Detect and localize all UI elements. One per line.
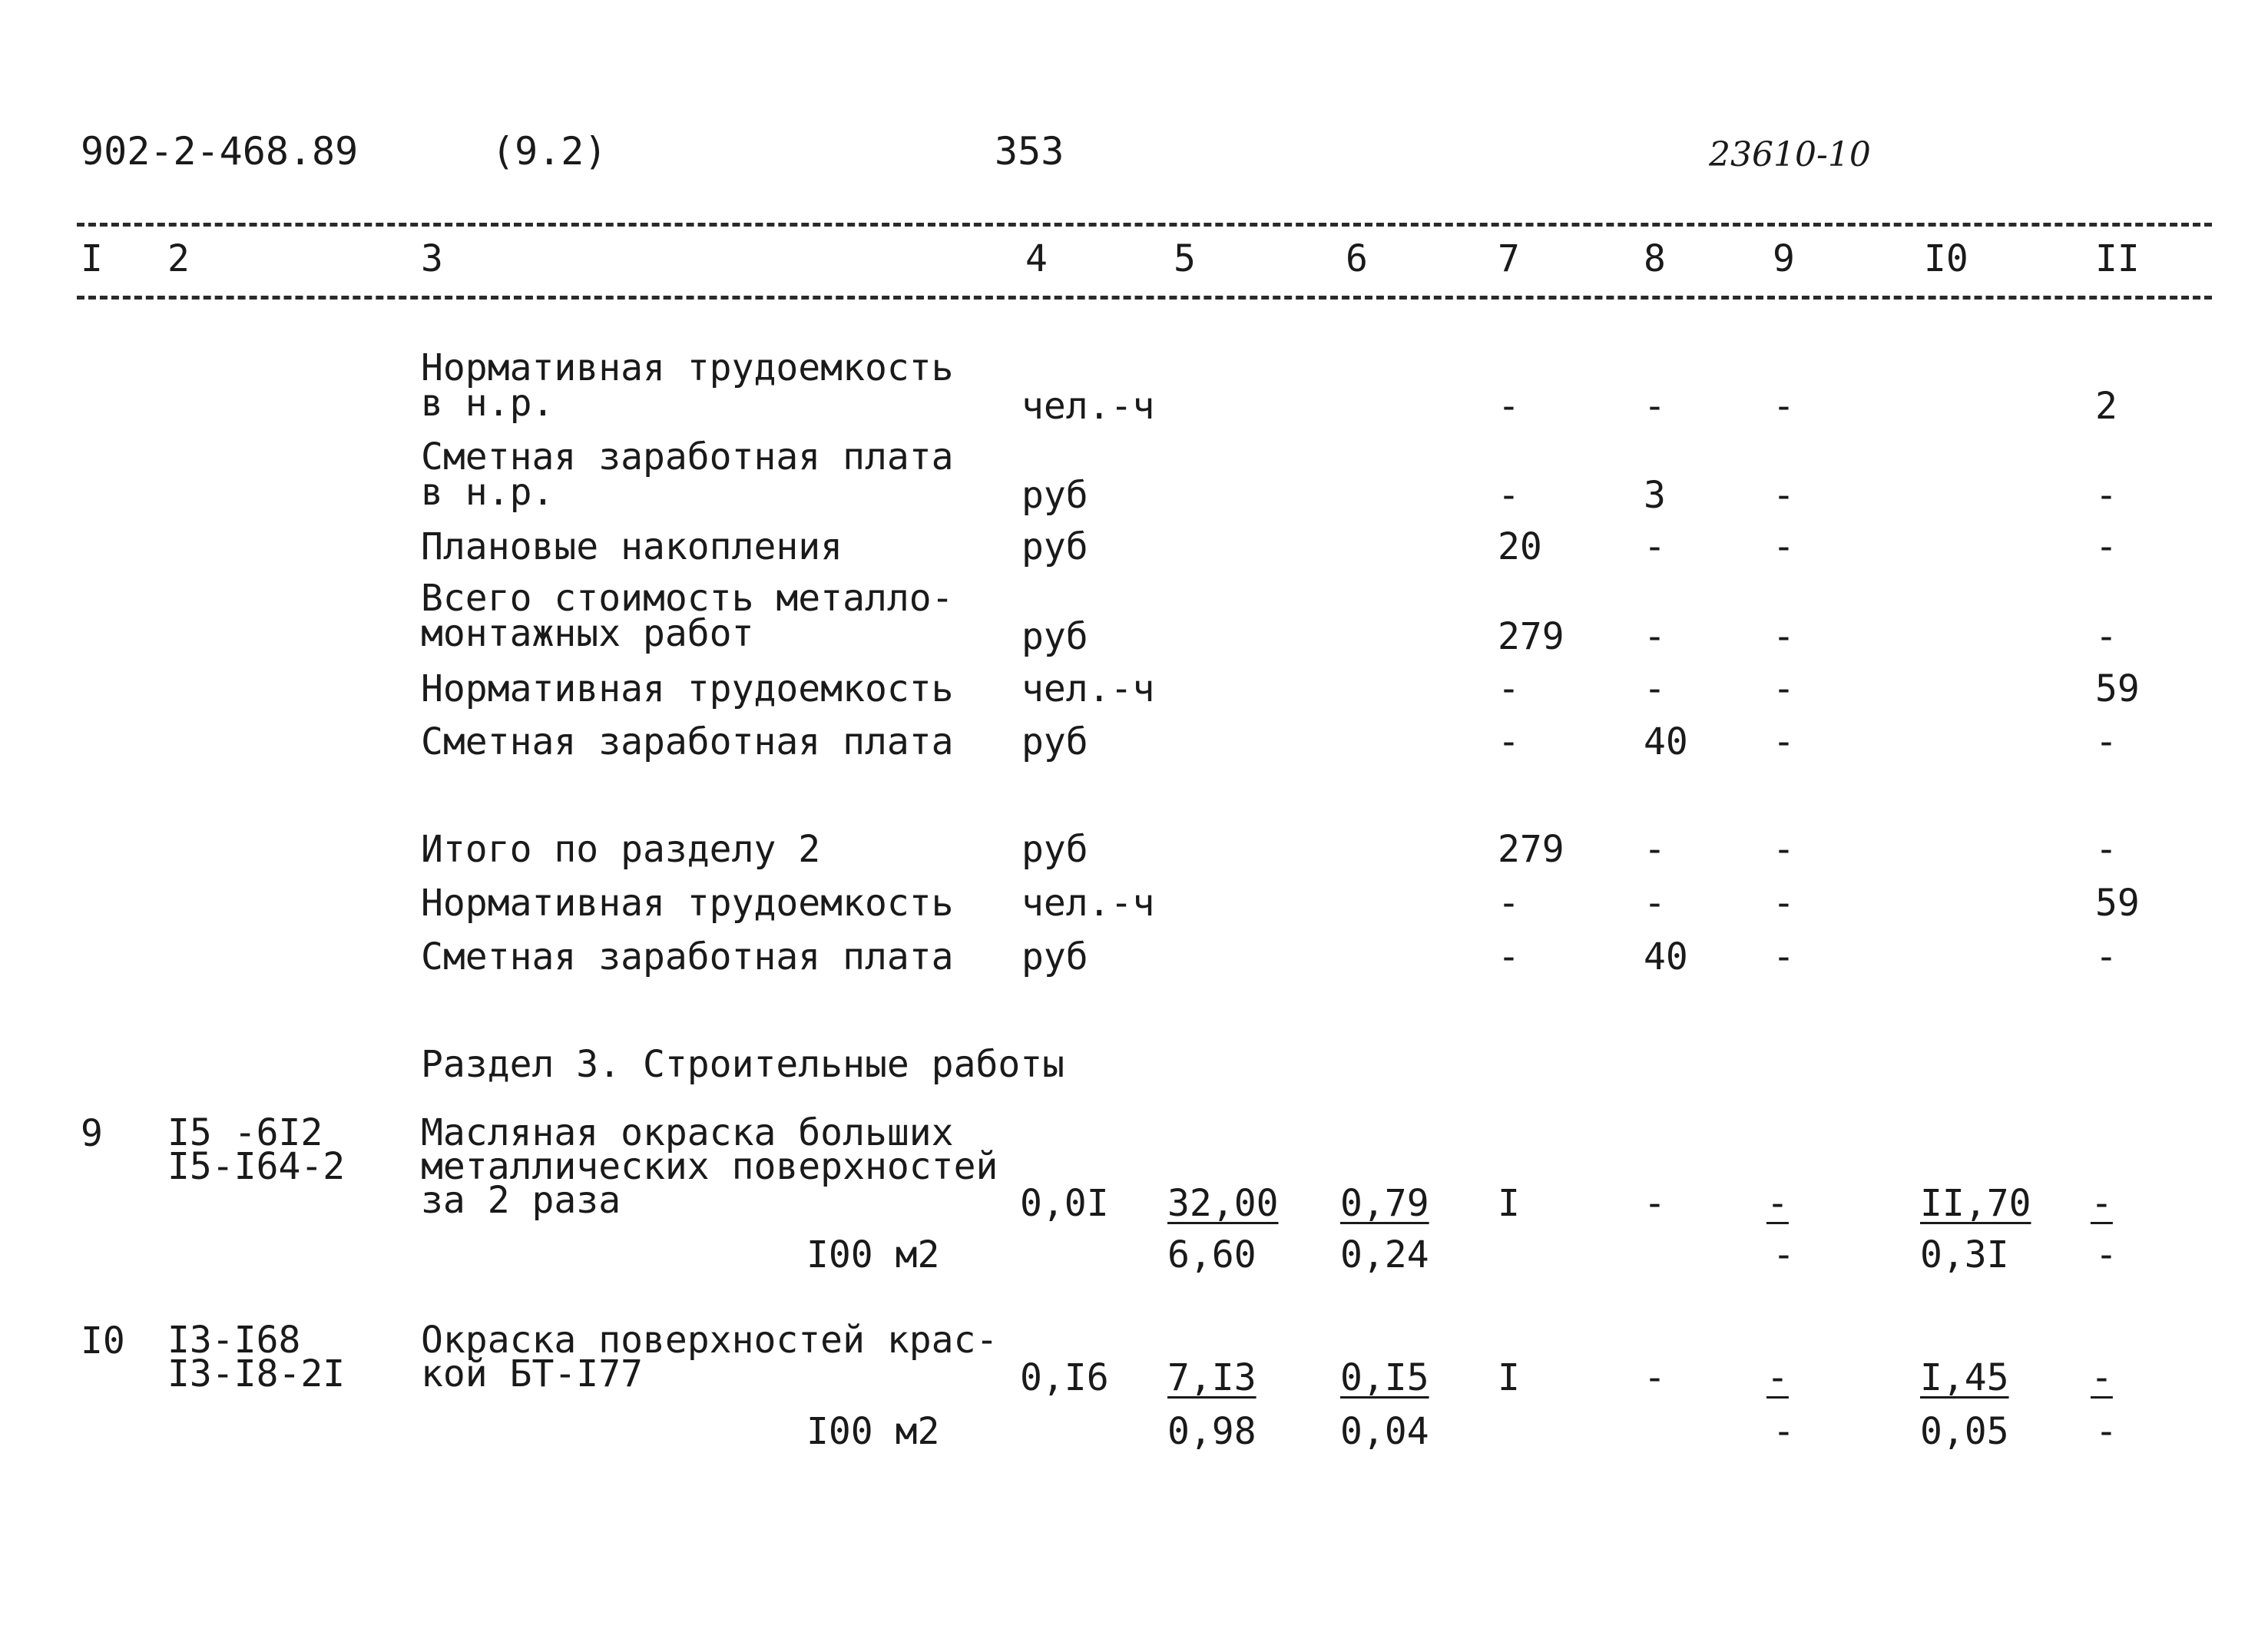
- item-col9-top: -: [1766, 1182, 1789, 1225]
- item-col6-bottom: 0,24: [1340, 1233, 1429, 1276]
- summary-desc-line2: в н.р.: [421, 382, 555, 425]
- item-col5-top: 7,I3: [1167, 1356, 1257, 1399]
- item-col6-top: 0,79: [1340, 1182, 1429, 1225]
- item-col11-bottom: -: [2095, 1410, 2117, 1453]
- total-desc: Нормативная трудоемкость: [421, 882, 954, 925]
- section-reference: (9.2): [492, 129, 608, 174]
- item-col11-top: -: [2091, 1182, 2113, 1225]
- item-code-primary: I3-I68: [167, 1319, 301, 1362]
- col-header-4: 4: [1025, 237, 1048, 280]
- total-desc: Сметная заработная плата: [421, 935, 954, 978]
- col-header-3: 3: [421, 237, 443, 280]
- item-number: I0: [81, 1319, 125, 1362]
- total-col8: -: [1644, 882, 1666, 925]
- total-col11: -: [2095, 828, 2117, 871]
- total-col9: -: [1773, 935, 1795, 978]
- col-header-10: I0: [1924, 237, 1968, 280]
- total-desc: Итого по разделу 2: [421, 828, 821, 871]
- item-col10-top: II,70: [1920, 1182, 2031, 1225]
- summary-desc-line1: Сметная заработная плата: [421, 720, 954, 763]
- item-col9-bottom: -: [1773, 1410, 1795, 1453]
- summary-col8: -: [1644, 615, 1666, 658]
- item-code-secondary: I3-I8-2I: [167, 1352, 346, 1395]
- item-desc-line: Масляная окраска больших: [421, 1111, 954, 1154]
- summary-col7: -: [1498, 474, 1520, 517]
- summary-col9: -: [1773, 667, 1795, 710]
- summary-col11: -: [2095, 615, 2117, 658]
- summary-unit: руб: [1021, 525, 1088, 568]
- item-col8: -: [1644, 1182, 1666, 1225]
- item-desc-line: металлических поверхностей: [421, 1145, 998, 1188]
- item-desc-line: за 2 раза: [421, 1179, 621, 1222]
- summary-col8: -: [1644, 385, 1666, 428]
- total-col7: -: [1498, 935, 1520, 978]
- summary-col9: -: [1773, 474, 1795, 517]
- item-col9-top: -: [1766, 1356, 1789, 1399]
- summary-unit: чел.-ч: [1021, 667, 1155, 710]
- total-unit: руб: [1021, 828, 1088, 871]
- summary-col7: 20: [1498, 525, 1542, 568]
- total-col8: 40: [1644, 935, 1688, 978]
- col-header-1: I: [81, 237, 103, 280]
- summary-col9: -: [1773, 385, 1795, 428]
- summary-col7: 279: [1498, 615, 1564, 658]
- item-col8: -: [1644, 1356, 1666, 1399]
- item-col11-bottom: -: [2095, 1233, 2117, 1276]
- total-col7: -: [1498, 882, 1520, 925]
- total-col7: 279: [1498, 828, 1564, 871]
- summary-col8: -: [1644, 667, 1666, 710]
- item-desc-line: Окраска поверхностей крас-: [421, 1319, 998, 1362]
- summary-col7: -: [1498, 720, 1520, 763]
- summary-desc-line1: Нормативная трудоемкость: [421, 667, 954, 710]
- summary-col9: -: [1773, 720, 1795, 763]
- item-unit: I00 м2: [806, 1410, 940, 1453]
- summary-col7: -: [1498, 385, 1520, 428]
- summary-col11: 59: [2095, 667, 2140, 710]
- item-quantity: 0,I6: [1020, 1356, 1109, 1399]
- col-header-2: 2: [167, 237, 190, 280]
- header-top-rule: [77, 223, 2212, 227]
- item-col5-top: 32,00: [1167, 1182, 1279, 1225]
- summary-col8: 40: [1644, 720, 1688, 763]
- col-header-5: 5: [1174, 237, 1196, 280]
- summary-col8: 3: [1644, 474, 1666, 517]
- summary-col11: -: [2095, 474, 2117, 517]
- summary-desc-line2: монтажных работ: [421, 612, 754, 655]
- summary-col11: 2: [2095, 385, 2117, 428]
- summary-desc-line2: в н.р.: [421, 471, 555, 514]
- total-col11: 59: [2095, 882, 2140, 925]
- summary-desc-line1: Нормативная трудоемкость: [421, 346, 954, 389]
- col-header-11: II: [2095, 237, 2140, 280]
- item-col6-top: 0,I5: [1340, 1356, 1429, 1399]
- total-col11: -: [2095, 935, 2117, 978]
- item-col10-top: I,45: [1920, 1356, 2009, 1399]
- item-col5-bottom: 0,98: [1167, 1410, 1257, 1453]
- page-number: 353: [995, 129, 1064, 174]
- total-col9: -: [1773, 828, 1795, 871]
- item-col5-bottom: 6,60: [1167, 1233, 1257, 1276]
- col-header-7: 7: [1498, 237, 1520, 280]
- col-header-6: 6: [1346, 237, 1368, 280]
- summary-desc-line1: Плановые накопления: [421, 525, 843, 568]
- total-col8: -: [1644, 828, 1666, 871]
- summary-col11: -: [2095, 525, 2117, 568]
- summary-col9: -: [1773, 525, 1795, 568]
- summary-unit: чел.-ч: [1021, 385, 1155, 428]
- item-code-secondary: I5-I64-2: [167, 1145, 346, 1188]
- summary-unit: руб: [1021, 720, 1088, 763]
- item-col7: I: [1498, 1356, 1520, 1399]
- col-header-8: 8: [1644, 237, 1666, 280]
- total-unit: чел.-ч: [1021, 882, 1155, 925]
- summary-desc-line1: Сметная заработная плата: [421, 435, 954, 478]
- summary-unit: руб: [1021, 615, 1088, 658]
- col-header-9: 9: [1773, 237, 1795, 280]
- item-col10-bottom: 0,05: [1920, 1410, 2009, 1453]
- document-code: 902-2-468.89: [81, 129, 359, 174]
- item-col7: I: [1498, 1182, 1520, 1225]
- item-desc-line: кой БТ-I77: [421, 1352, 643, 1395]
- total-col9: -: [1773, 882, 1795, 925]
- item-quantity: 0,0I: [1020, 1182, 1109, 1225]
- item-col6-bottom: 0,04: [1340, 1410, 1429, 1453]
- summary-col9: -: [1773, 615, 1795, 658]
- summary-desc-line1: Всего стоимость металло-: [421, 577, 954, 620]
- item-unit: I00 м2: [806, 1233, 940, 1276]
- summary-col7: -: [1498, 667, 1520, 710]
- item-col9-bottom: -: [1773, 1233, 1795, 1276]
- header-bottom-rule: [77, 296, 2212, 300]
- summary-col11: -: [2095, 720, 2117, 763]
- section-heading: Раздел 3. Строительные работы: [421, 1043, 1065, 1086]
- handwritten-number: 23610-10: [1709, 135, 1871, 174]
- item-col10-bottom: 0,3I: [1920, 1233, 2009, 1276]
- item-code-primary: I5 -6I2: [167, 1111, 323, 1154]
- summary-unit: руб: [1021, 474, 1088, 517]
- summary-col8: -: [1644, 525, 1666, 568]
- item-number: 9: [81, 1112, 103, 1155]
- item-col11-top: -: [2091, 1356, 2113, 1399]
- total-unit: руб: [1021, 935, 1088, 978]
